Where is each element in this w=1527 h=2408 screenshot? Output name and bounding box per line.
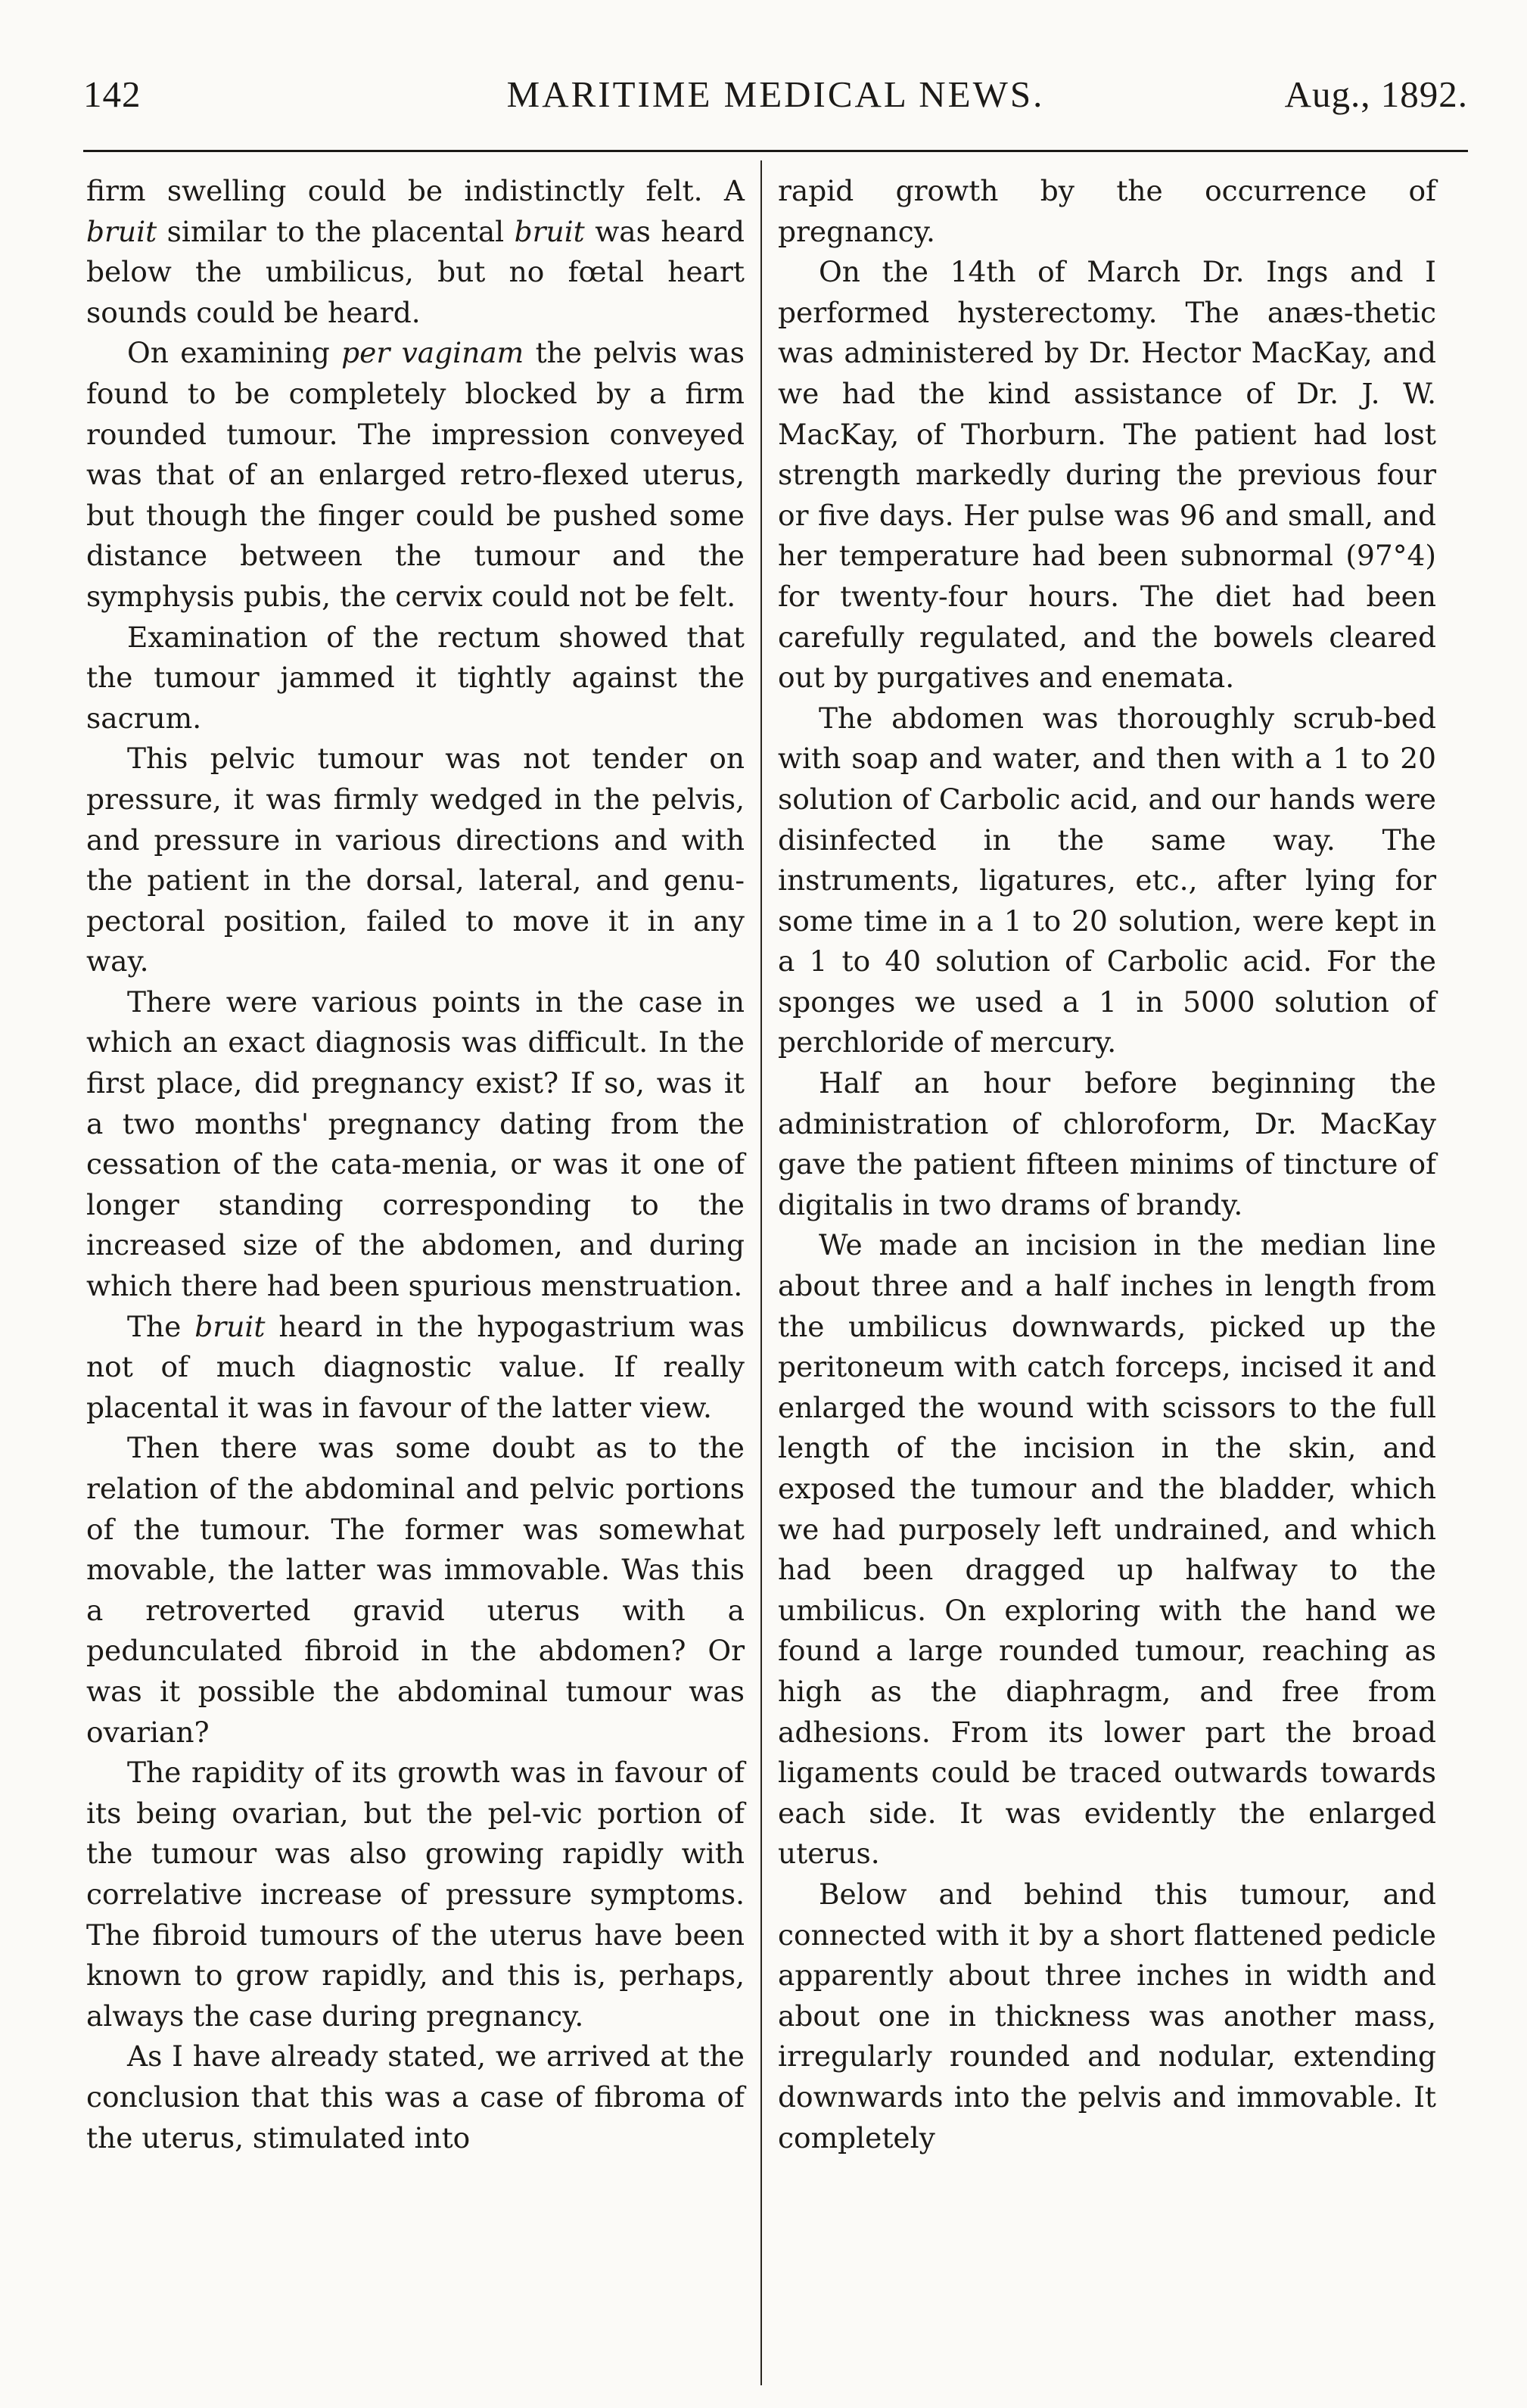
running-header [83, 73, 1468, 133]
right-column [778, 171, 1436, 2381]
paragraph: The rapidity of its growth was in favour of its being ovarian, but the pel-vic portion of the tumour was also growing rapidly with correlative increase of pressure symptoms. The fibroid tumours of the uterus have been known to grow rapidly, and this is, perhaps, always the case during pregnancy. [86, 1756, 745, 2033]
paragraph: The abdomen was thoroughly scrub-bed with soap and water, and then with a 1 to 20 solution of Carbolic acid, and our hands were disinfected in the same way. The instruments, ligatures, etc., after lying for some time in a 1 to 20 solution, were kept in a 1 to 40 solution of Carbolic acid. For the sponges we used a 1 in 5000 solution of perchloride of mercury. [778, 701, 1436, 1059]
paragraph: Then there was some doubt as to the relation of the abdominal and pelvic portions of the tumour. The former was somewhat movable, the latter was immovable. Was this a retroverted gravid uterus with a pedunculated fibroid in the abdomen? Or was it possible the abdominal tumour was ovarian? [86, 1431, 745, 1749]
left-column [86, 171, 745, 2381]
paragraph: On the 14th of March Dr. Ings and I performed hysterectomy. The anæs-thetic was administered by Dr. Hector MacKay, and we had the kind assistance of Dr. J. W. MacKay, of Thorburn. The patient had lost strength markedly during the previous four or five days. Her pulse was 96 and small, and her temperature had been subnormal (97°4) for twenty-four hours. The diet had been carefully regulated, and the bowels cleared out by purgatives and enemata. [778, 255, 1436, 695]
paragraph: Half an hour before beginning the administration of chloroform, Dr. MacKay gave the patient fifteen minims of tincture of digitalis in two drams of brandy. [778, 1066, 1436, 1221]
page-number: 142 [83, 73, 142, 115]
paragraph: rapid growth by the occurrence of pregnancy. [778, 174, 1436, 248]
paragraph: On examining per vaginam the pelvis was found to be completely blocked by a firm rounded tumour. The impression conveyed was that of an enlarged retro-flexed uterus, but though the finger could be pushed some distance between the tumour and the symphysis pubis, the cervix could not be felt. [86, 336, 745, 613]
paragraph: The bruit heard in the hypogastrium was not of much diagnostic value. If really placental it was in favour of the latter view. [86, 1309, 745, 1424]
header-rule [83, 150, 1468, 152]
paragraph: We made an incision in the median line about three and a half inches in length from the umbilicus downwards, picked up the peritoneum with catch forceps, incised it and enlarged the wound with scissors to the full length of the incision in the skin, and exposed the tumour and the bladder, which we had purposely left undrained, and which had been dragged up halfway to the umbilicus. On exploring with the hand we found a large rounded tumour, reaching as high as the diaphragm, and free from adhesions. From its lower part the broad ligaments could be traced outwards towards each side. It was evidently the enlarged uterus. [778, 1228, 1436, 1871]
paragraph: firm swelling could be indistinctly felt. A bruit similar to the placental bruit was heard below the umbilicus, but no fœtal heart sounds could be heard. [86, 174, 745, 329]
issue-date: Aug., 1892. [1284, 73, 1468, 115]
column-divider [760, 160, 762, 2385]
paragraph: There were various points in the case in which an exact diagnosis was difficult. In the first place, did pregnancy exist? If so, was it a two months' pregnancy dating from the cessation of the cata-menia, or was it one of longer standing corresponding to the increased size of the abdomen, and during which there had been spurious menstruation. [86, 985, 745, 1303]
paragraph: Below and behind this tumour, and connected with it by a short flattened pedicle apparently about three inches in width and about one in thickness was another mass, irregularly rounded and nodular, extending downwards into the pelvis and immovable. It completely [778, 1877, 1436, 2154]
journal-title: MARITIME MEDICAL NEWS. [506, 73, 1045, 115]
paragraph: Examination of the rectum showed that the tumour jammed it tightly against the sacrum. [86, 620, 745, 735]
paragraph: As I have already stated, we arrived at the conclusion that this was a case of fibroma of the uterus, stimulated into [86, 2039, 745, 2154]
paragraph: This pelvic tumour was not tender on pressure, it was firmly wedged in the pelvis, and pressure in various directions and with the patient in the dorsal, lateral, and genu-pectoral position, failed to move it in any way. [86, 742, 745, 978]
